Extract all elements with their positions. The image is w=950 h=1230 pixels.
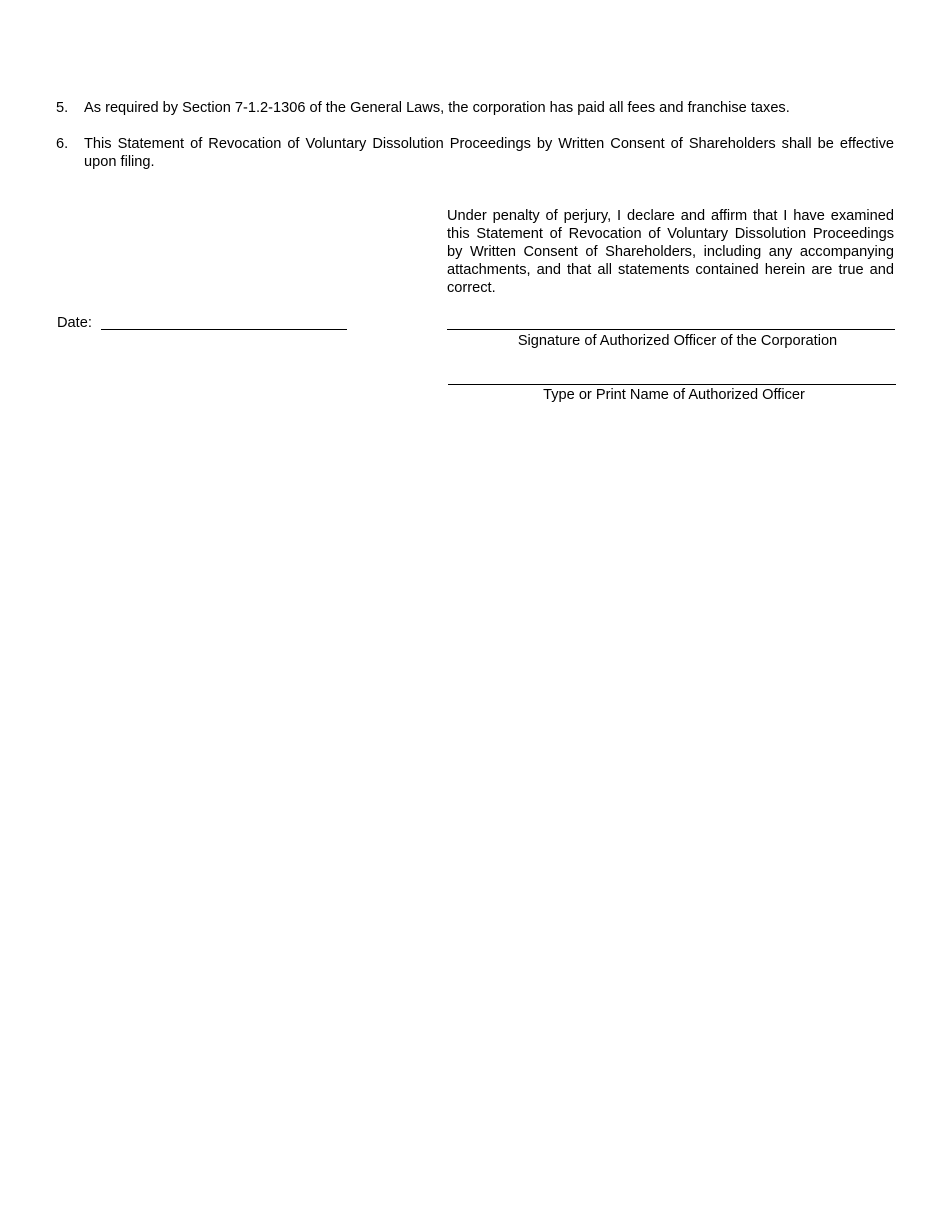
officer-name-blank-line[interactable] bbox=[448, 384, 896, 385]
item-text: This Statement of Revocation of Voluntary Dissolution Proceedings by Written Consent of Shareholders shall be effective upon filing. bbox=[84, 136, 894, 170]
date-blank-line[interactable] bbox=[101, 329, 347, 330]
officer-name-caption: Type or Print Name of Authorized Officer bbox=[543, 387, 805, 403]
numbered-item-6 bbox=[56, 135, 894, 171]
signature-caption: Signature of Authorized Officer of the Corporation bbox=[517, 333, 838, 349]
item-number: 6. bbox=[56, 136, 69, 152]
date-label: Date: bbox=[57, 315, 92, 331]
date-field[interactable] bbox=[57, 314, 357, 334]
numbered-item-5 bbox=[56, 99, 894, 117]
item-number: 5. bbox=[56, 100, 69, 116]
perjury-declaration: Under penalty of perjury, I declare and affirm that I have examined this Statement of Revocation of Voluntary Dissolution Proceedings by Written Consent of Shareholders, including any accompanying attachments, and that all statements contained herein are true and correct. bbox=[447, 208, 894, 296]
item-text: As required by Section 7-1.2-1306 of the General Laws, the corporation has paid all fees and franchise taxes. bbox=[84, 100, 790, 116]
signature-blank-line[interactable] bbox=[447, 329, 895, 330]
